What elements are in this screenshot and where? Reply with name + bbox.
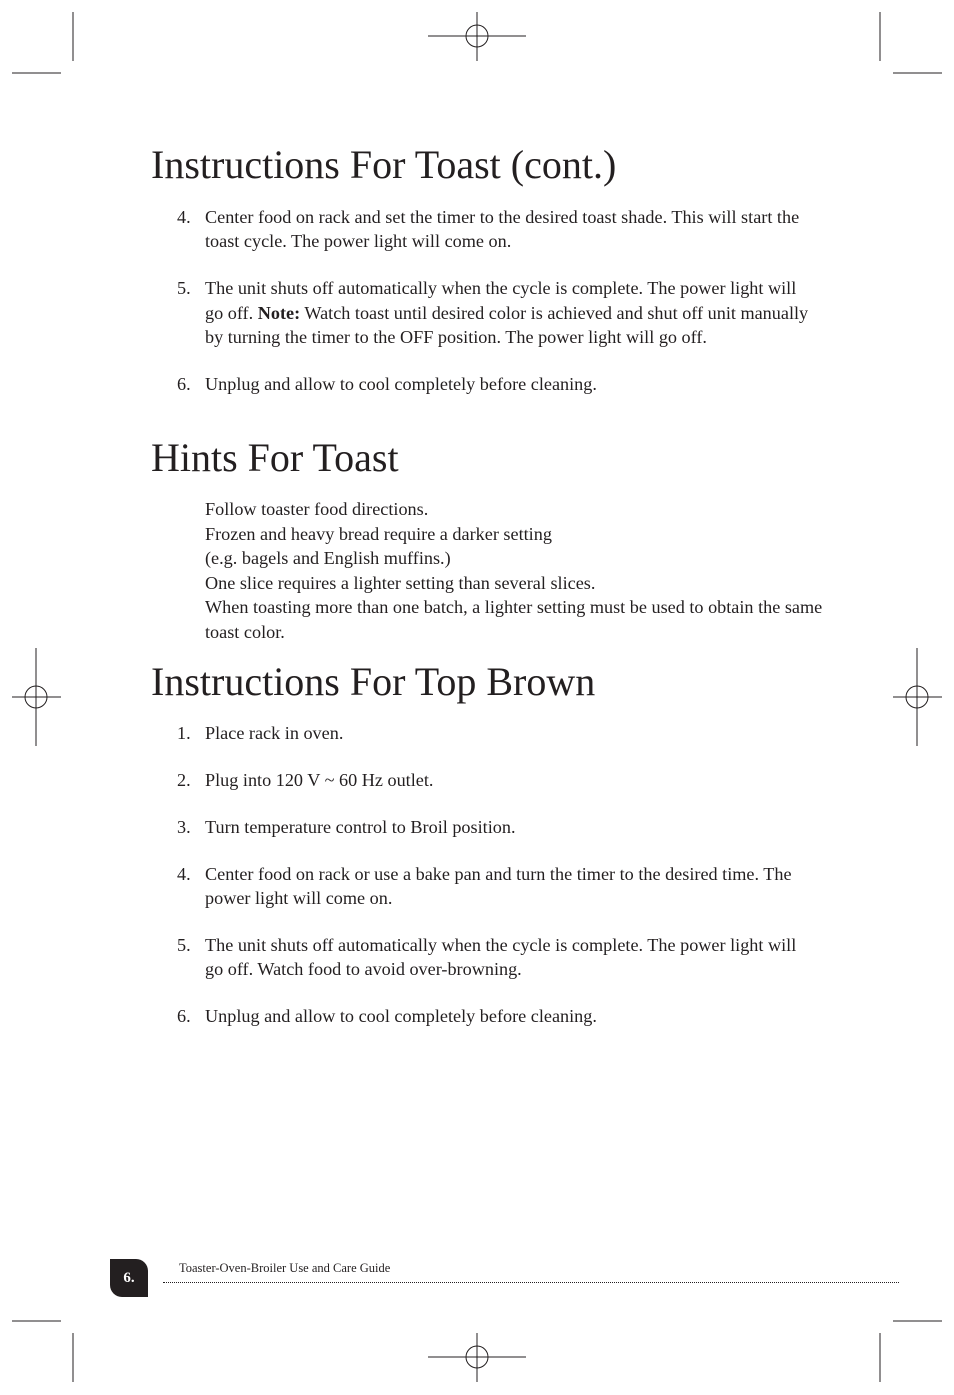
step-text: Unplug and allow to cool completely before cleaning. — [205, 374, 597, 395]
step-text: Place rack in oven. — [205, 723, 344, 743]
heading-toast-cont: Instructions For Toast (cont.) — [151, 142, 617, 187]
list-item — [177, 205, 817, 254]
hint-line: When toasting more than one batch, a lighter setting must be used to obtain the same toast color. — [205, 597, 823, 642]
list-item — [177, 815, 817, 839]
footer-guide-title: Toaster-Oven-Broiler Use and Care Guide — [179, 1261, 391, 1275]
registration-mark-bottom — [428, 1333, 526, 1382]
list-item — [177, 1004, 817, 1028]
toast-steps-list — [177, 205, 817, 419]
crop-mark-top-right — [880, 12, 942, 73]
crop-mark-bottom-right — [880, 1321, 942, 1382]
step-number: 5. — [177, 278, 191, 299]
step-number: 3. — [177, 816, 191, 837]
hint-line: Follow toaster food directions. — [205, 499, 429, 519]
list-item — [177, 862, 817, 911]
list-item — [177, 721, 817, 745]
step-number: 2. — [177, 769, 191, 790]
step-text: Unplug and allow to cool completely before cleaning. — [205, 1006, 597, 1027]
step-text: Turn temperature control to Broil position. — [205, 816, 516, 837]
step-number: 4. — [177, 207, 191, 227]
hints-block — [205, 497, 825, 644]
crop-mark-top-left — [12, 12, 73, 73]
step-text: Center food on rack or use a bake pan and turn the timer to the desired time. The power light will come on. — [205, 863, 792, 909]
heading-top-brown: Instructions For Top Brown — [151, 659, 596, 704]
step-number: 6. — [177, 374, 191, 395]
registration-mark-top — [428, 12, 526, 61]
list-item — [177, 933, 817, 982]
step-text — [205, 276, 817, 349]
step-number: 1. — [177, 723, 191, 743]
page-number-badge: 6. — [110, 1259, 148, 1297]
registration-mark-right — [893, 648, 942, 746]
list-item — [177, 768, 817, 792]
step-number: 5. — [177, 935, 191, 956]
step-text: Center food on rack and set the timer to the desired toast shade. This will start the toast cycle. The power light will come on. — [205, 207, 800, 252]
step-text-before-note: The unit shuts off automatically when the cycle is complete. The power light will go off. — [205, 278, 797, 323]
step-text-after-note: Watch toast until desired color is achieved and shut off unit manually by turning the timer to the OFF position. The power light will go off. — [205, 302, 809, 348]
heading-hints-for-toast: Hints For Toast — [151, 435, 399, 480]
list-item — [177, 276, 817, 349]
registration-mark-left — [12, 648, 61, 746]
step-number: 4. — [177, 863, 191, 884]
step-text: Plug into 120 V ~ 60 Hz outlet. — [205, 769, 434, 790]
crop-mark-bottom-left — [12, 1321, 73, 1382]
step-number: 6. — [177, 1006, 191, 1027]
note-label: Note: — [257, 302, 301, 323]
list-item — [177, 372, 817, 396]
hint-line: (e.g. bagels and English muffins.) — [205, 548, 451, 568]
step-text: The unit shuts off automatically when the cycle is complete. The power light will go off. Watch food to avoid over-browning. — [205, 935, 797, 980]
footer-dotted-rule — [163, 1282, 899, 1283]
hint-line: One slice requires a lighter setting than several slices. — [205, 572, 596, 593]
hint-line: Frozen and heavy bread require a darker setting — [205, 523, 552, 544]
top-brown-steps-list — [177, 721, 817, 1051]
